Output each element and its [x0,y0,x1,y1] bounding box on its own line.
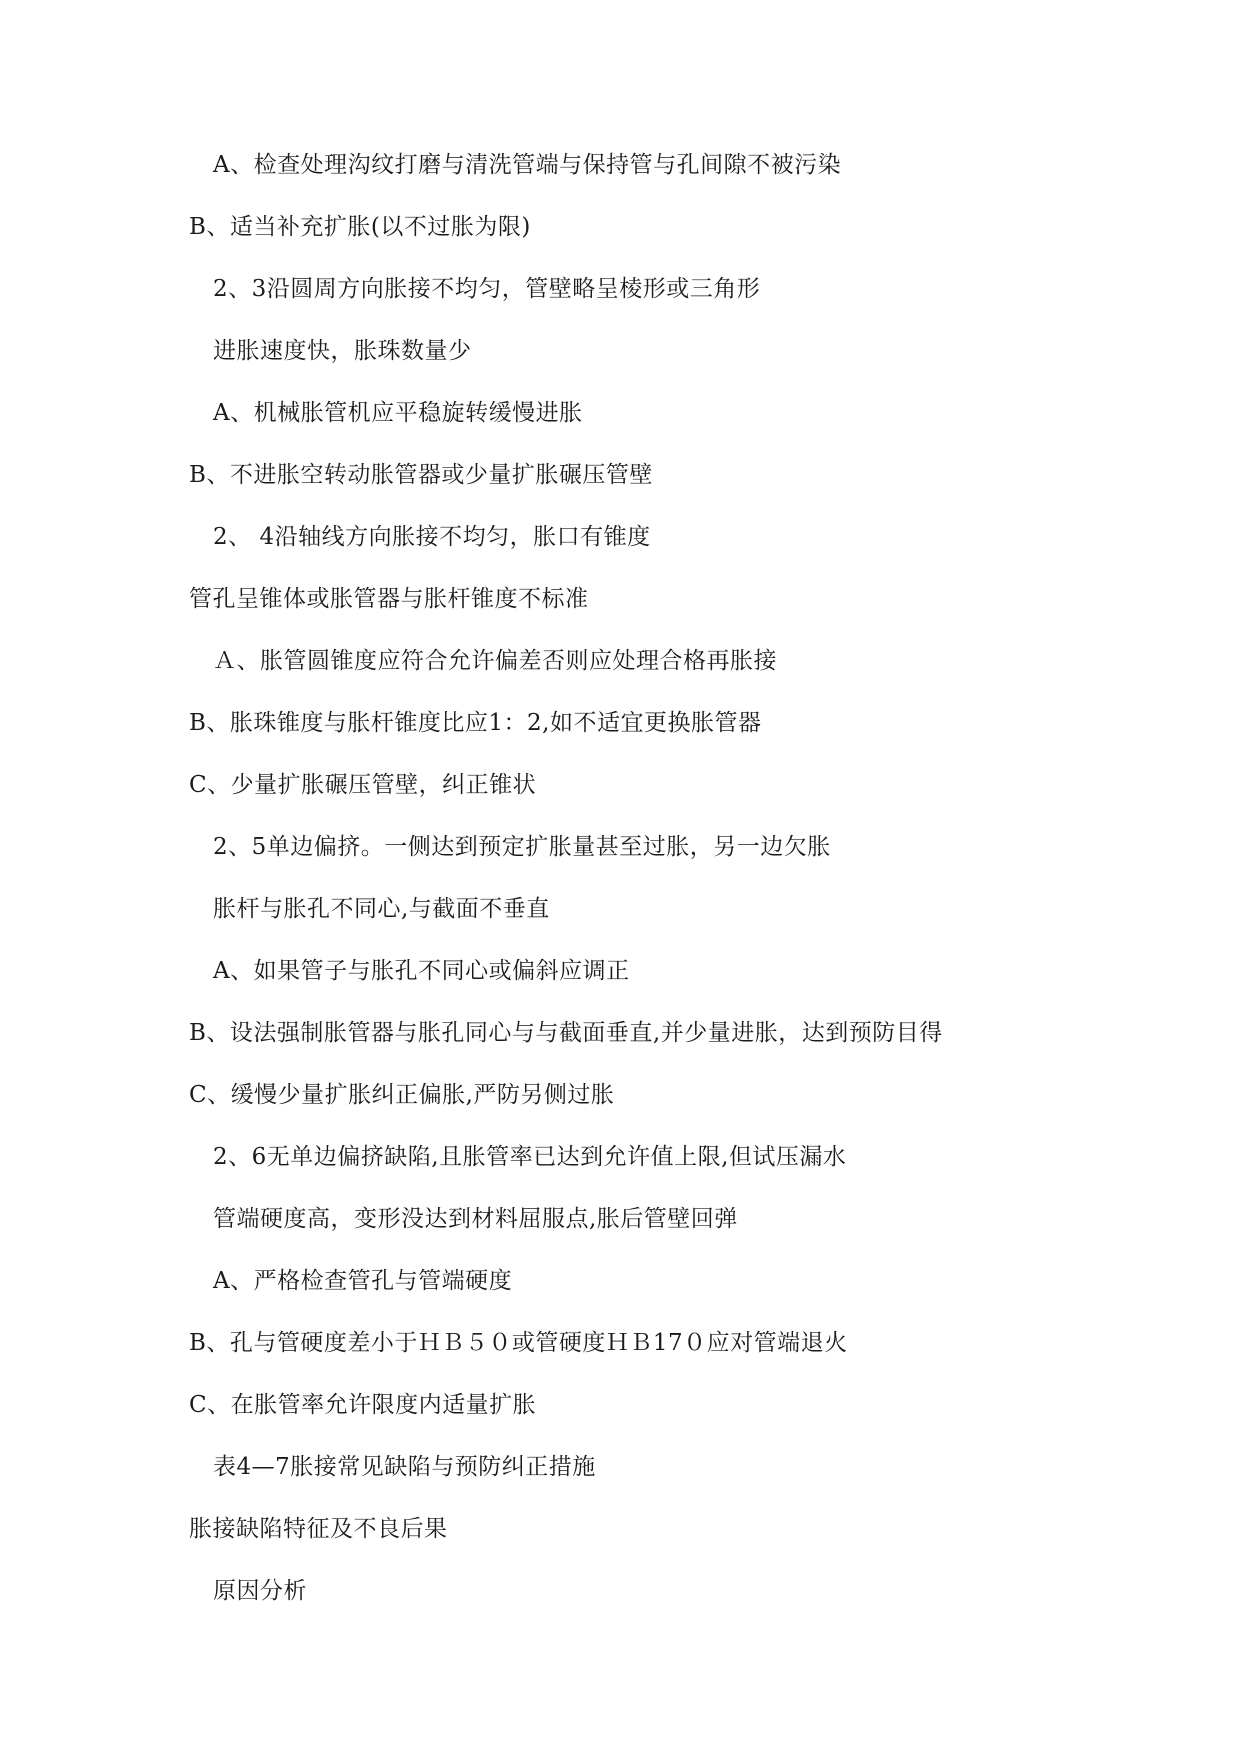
text-line-10: B、胀珠锥度与胀杆锥度比应1：2,如不适宜更换胀管器 [189,710,762,736]
text-line-12: 2、5单边偏挤。一侧达到预定扩胀量甚至过胀，另一边欠胀 [213,834,831,860]
text-line-19: A、严格检查管孔与管端硬度 [213,1268,513,1294]
text-line-17: 2、6无单边偏挤缺陷,且胀管率已达到允许值上限,但试压漏水 [213,1144,847,1170]
text-line-21: C、在胀管率允许限度内适量扩胀 [189,1392,537,1418]
text-line-8: 管孔呈锥体或胀管器与胀杆锥度不标准 [189,586,589,612]
text-line-7: 2、 4沿轴线方向胀接不均匀，胀口有锥度 [213,524,651,550]
text-line-14: A、如果管子与胀孔不同心或偏斜应调正 [213,958,630,984]
text-line-15: B、设法强制胀管器与胀孔同心与与截面垂直,并少量进胀，达到预防目得 [189,1020,943,1046]
text-line-2: B、适当补充扩胀(以不过胀为限) [189,214,531,240]
text-line-13: 胀杆与胀孔不同心,与截面不垂直 [213,896,550,922]
text-line-18: 管端硬度高，变形没达到材料屈服点,胀后管壁回弹 [213,1206,738,1232]
text-line-23: 胀接缺陷特征及不良后果 [189,1516,448,1542]
text-line-6: B、不进胀空转动胀管器或少量扩胀碾压管壁 [189,462,653,488]
text-line-1: A、检查处理沟纹打磨与清洗管端与保持管与孔间隙不被污染 [213,152,842,178]
text-line-3: 2、3沿圆周方向胀接不均匀，管壁略呈棱形或三角形 [213,276,761,302]
text-line-16: C、缓慢少量扩胀纠正偏胀,严防另侧过胀 [189,1082,615,1108]
text-line-11: C、少量扩胀碾压管壁，纠正锥状 [189,772,537,798]
text-line-5: A、机械胀管机应平稳旋转缓慢进胀 [213,400,583,426]
text-line-24: 原因分析 [213,1578,307,1604]
text-line-4: 进胀速度快，胀珠数量少 [213,338,472,364]
text-line-20: B、孔与管硬度差小于ＨＢ５０或管硬度ＨＢ17０应对管端退火 [189,1330,848,1356]
text-line-22: 表4—7胀接常见缺陷与预防纠正措施 [213,1454,596,1480]
text-line-9: Ａ、胀管圆锥度应符合允许偏差否则应处理合格再胀接 [213,648,777,674]
